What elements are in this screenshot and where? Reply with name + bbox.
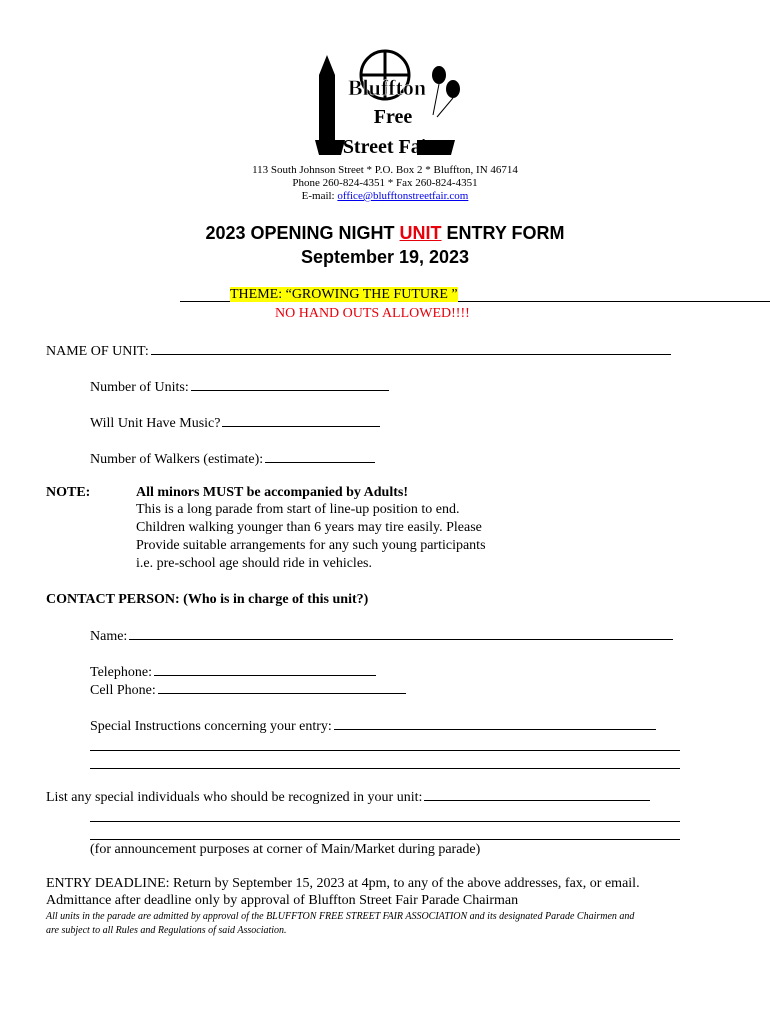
music-field[interactable] xyxy=(222,414,380,427)
form-title xyxy=(0,223,770,244)
tower-icon xyxy=(319,55,335,140)
theme-highlight: THEME: “GROWING THE FUTURE ” xyxy=(230,287,458,302)
walkers-label: Number of Walkers (estimate): xyxy=(90,452,264,467)
number-of-units-label: Number of Units: xyxy=(90,380,189,395)
note-line-2: This is a long parade from start of line-up position to end. xyxy=(136,502,460,517)
recognize-label: List any special individuals who should be recognized in your unit: xyxy=(46,790,423,805)
special-instructions-line-3[interactable] xyxy=(90,768,680,769)
title-unit: UNIT xyxy=(399,223,442,243)
contact-name-label: Name: xyxy=(90,629,128,644)
recognize-line-3[interactable] xyxy=(90,839,680,840)
deadline-line-2: Admittance after deadline only by approval of Bluffton Street Fair Parade Chairman xyxy=(46,893,519,908)
form-date: September 19, 2023 xyxy=(300,247,470,267)
telephone-row xyxy=(90,663,376,681)
recognize-note: (for announcement purposes at corner of Main/Market during parade) xyxy=(90,842,481,857)
special-instructions-field[interactable] xyxy=(334,717,656,730)
special-instructions-row xyxy=(90,717,656,735)
disclaimer-line-1: All units in the parade are admitted by approval of the BLUFFTON FREE STREET FAIR ASSOCIATION and its designated Parade Chairmen and xyxy=(46,911,635,922)
recognize-line-2[interactable] xyxy=(90,821,680,822)
email-label: E-mail: xyxy=(301,190,335,202)
music-row xyxy=(90,414,380,432)
music-label: Will Unit Have Music? xyxy=(90,416,221,431)
svg-text:Bluffton: Bluffton xyxy=(347,75,427,100)
theme-text xyxy=(230,287,458,303)
disclaimer-line-2: are subject to all Rules and Regulations of said Association. xyxy=(46,925,287,936)
title-part-1: 2023 OPENING NIGHT xyxy=(205,223,400,243)
special-instructions-label: Special Instructions concerning your entry: xyxy=(90,719,332,734)
note-line-5: i.e. pre-school age should ride in vehicles. xyxy=(136,556,372,571)
phone-fax-line: Phone 260-824-4351 * Fax 260-824-4351 xyxy=(292,177,478,189)
walkers-field[interactable] xyxy=(265,450,375,463)
name-of-unit-row xyxy=(46,342,671,360)
cell-phone-label: Cell Phone: xyxy=(90,683,156,698)
note-line-3: Children walking younger than 6 years may tire easily. Please xyxy=(136,520,482,535)
email-link[interactable]: office@blufftonstreetfair.com xyxy=(337,190,469,202)
email-line xyxy=(170,190,600,203)
note-label: NOTE: xyxy=(46,485,91,500)
recognize-row xyxy=(46,788,650,806)
contact-name-field[interactable] xyxy=(129,627,673,640)
svg-text:Free: Free xyxy=(373,106,413,128)
telephone-field[interactable] xyxy=(154,663,376,676)
contact-heading: CONTACT PERSON: (Who is in charge of this unit?) xyxy=(46,592,369,607)
special-instructions-line-2[interactable] xyxy=(90,750,680,751)
name-of-unit-label: NAME OF UNIT: xyxy=(46,344,149,359)
cell-phone-row xyxy=(90,681,406,699)
name-of-unit-field[interactable] xyxy=(151,342,671,355)
cell-phone-field[interactable] xyxy=(158,681,406,694)
recognize-field[interactable] xyxy=(424,788,650,801)
title-part-2: ENTRY FORM xyxy=(441,223,565,243)
number-of-units-row xyxy=(90,378,389,396)
deadline-line-1: ENTRY DEADLINE: Return by September 15, 2023 at 4pm, to any of the above addresses, fax, or email. xyxy=(46,876,640,891)
contact-name-row xyxy=(90,627,673,645)
address-line-1: 113 South Johnson Street * P.O. Box 2 * Bluffton, IN 46714 xyxy=(252,164,518,176)
walkers-row xyxy=(90,450,375,468)
number-of-units-field[interactable] xyxy=(191,378,389,391)
bluffton-street-fair-logo xyxy=(305,45,465,163)
no-handouts: NO HAND OUTS ALLOWED!!!! xyxy=(275,306,470,321)
balloons-icon xyxy=(432,66,460,117)
telephone-label: Telephone: xyxy=(90,665,152,680)
note-line-4: Provide suitable arrangements for any such young participants xyxy=(136,538,486,553)
svg-text:Street Fair: Street Fair xyxy=(342,136,436,158)
note-line-1: All minors MUST be accompanied by Adults! xyxy=(136,485,408,500)
